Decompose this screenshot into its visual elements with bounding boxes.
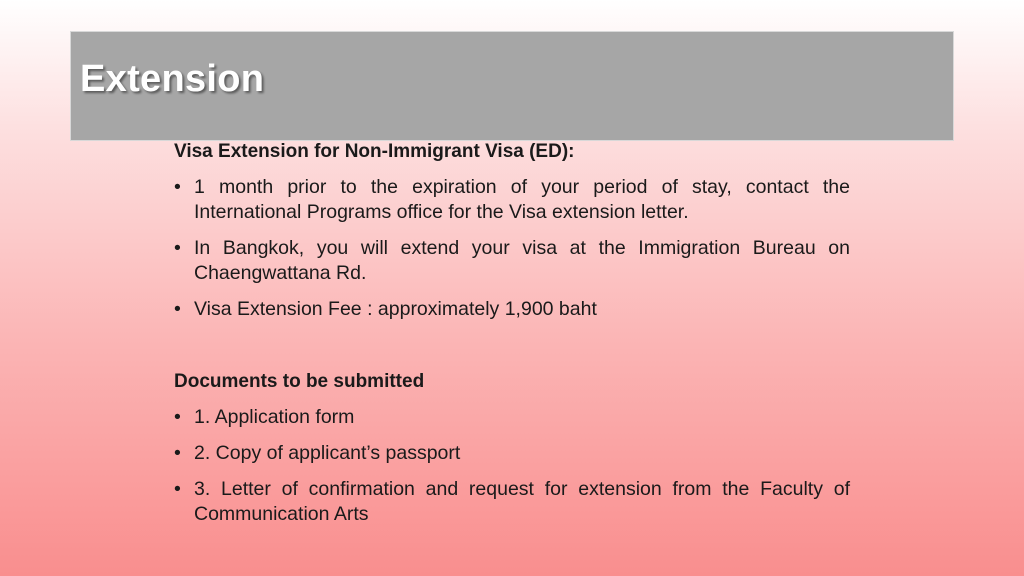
list-item-text: 2. Copy of applicant’s passport [194,442,461,464]
visa-extension-list [174,175,850,322]
title-bar [70,31,954,141]
section-heading-documents: Documents to be submitted [174,371,425,392]
list-item [174,405,850,430]
slide-title: Extension [80,58,265,100]
documents-list [174,405,850,527]
slide-content [174,139,850,538]
list-item [174,441,850,466]
bullet-icon: • [174,176,181,198]
list-item-text: Visa Extension Fee : approximately 1,900 baht [194,298,597,320]
list-item-text: 3. Letter of confirmation and request for extension from the Faculty of Communication Arts [194,478,850,525]
bullet-icon: • [174,442,181,464]
bullet-icon: • [174,406,181,428]
list-item-text: 1. Application form [194,406,355,428]
bullet-icon: • [174,298,181,320]
bullet-icon: • [174,237,181,259]
bullet-icon: • [174,478,181,500]
section-heading-visa-extension: Visa Extension for Non-Immigrant Visa (ED): [174,141,575,162]
list-item-text: 1 month prior to the expiration of your period of stay, contact the International Programs office for the Visa extension letter. [194,176,850,223]
list-item-text: In Bangkok, you will extend your visa at the Immigration Bureau on Chaengwattana Rd. [194,237,850,284]
list-item [174,175,850,225]
list-item [174,477,850,527]
list-item [174,236,850,286]
section-spacer [174,333,850,369]
list-item [174,297,850,322]
